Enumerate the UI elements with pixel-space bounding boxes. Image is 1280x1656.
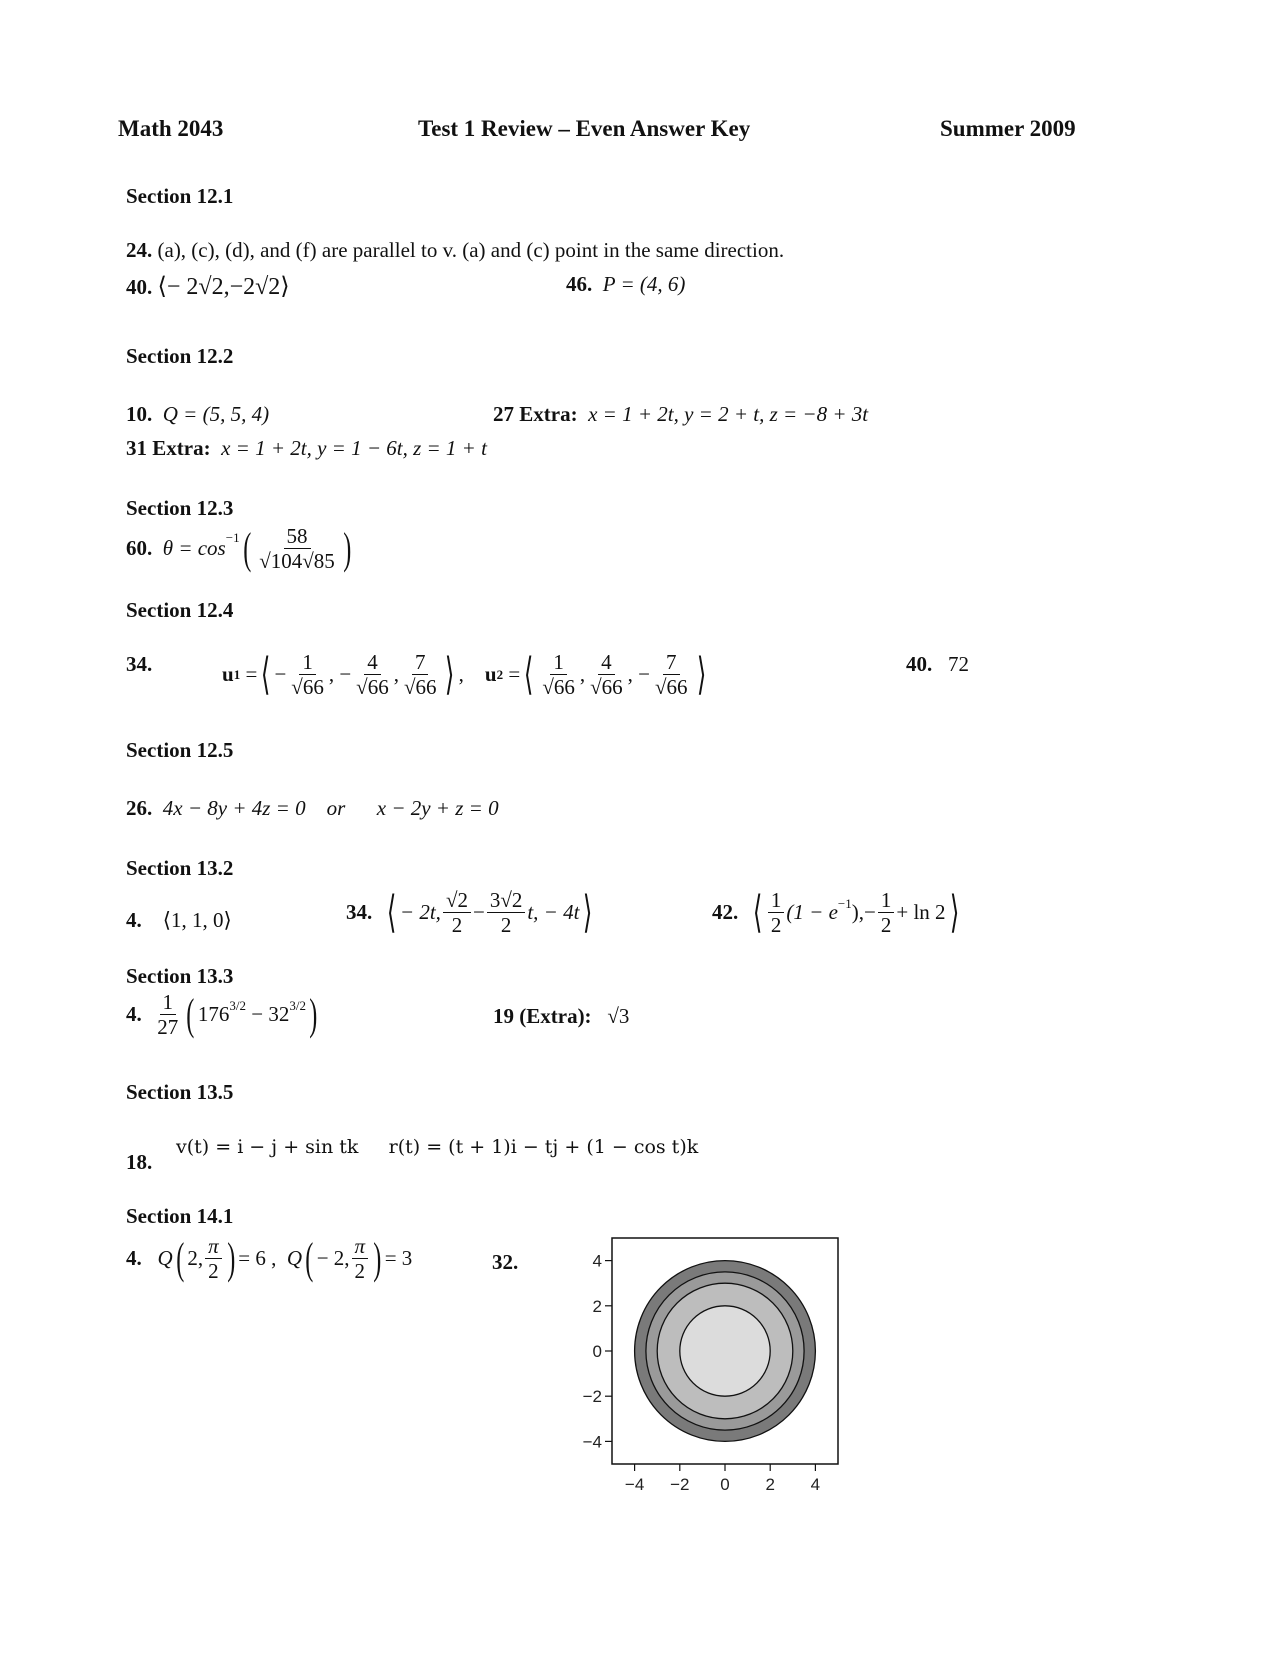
angle-right: ⟩ [583,887,593,937]
answer-40 [126,272,290,301]
answer-42: 42. ⟨ $\frac{1}{2}$ (1 − e $^{-1}$ ), − $\frac{1}{2}$ + ln 2 ⟩ [712,887,959,938]
problem-number: 60. [126,536,153,561]
fraction [205,1234,222,1283]
numerator: π [205,1234,222,1259]
denominator: 2 [500,913,512,938]
problem-number: 31 Extra: [126,436,211,460]
section-heading: Section 12.1 [126,184,234,208]
problem-number: 4. [126,908,142,932]
fraction [487,888,526,937]
answer-4 [126,908,232,933]
angle-right: ⟩ [445,649,455,699]
x-tick-label: −2 [670,1475,690,1494]
section-heading: Section 13.2 [126,856,234,880]
x-tick-label: 0 [720,1475,730,1494]
fraction [539,650,578,699]
numerator: 1 [878,888,895,913]
term: Summer 2009 [940,116,1076,141]
numerator: √2 [443,888,471,913]
problem-number: 34. [126,652,153,676]
angle-left: ⟨ [386,887,397,937]
denominator: √66 [590,675,623,700]
exponent: 3/2 [289,998,306,1013]
denominator: 27 [157,1015,179,1040]
course-title: Math 2043 [118,116,224,141]
answer-text: 72 [948,652,969,676]
fraction [587,650,626,699]
numerator: 58 [284,524,311,549]
answer-24 [126,238,784,263]
fraction [352,1234,369,1283]
answer-text: x = 1 + 2t, y = 2 + t, z = −8 + 3t [588,402,869,426]
fraction [256,524,338,573]
numerator: 7 [412,650,429,675]
component: (1 − e [786,900,838,925]
term: − 32 [246,1002,290,1027]
problem-number: 27 Extra: [493,402,578,426]
answer-4b [126,990,321,1039]
problem-number: 4. [126,1002,142,1027]
problem-number: 26. [126,796,153,820]
answer-26 [126,796,499,821]
denominator: √104√85 [259,549,335,574]
y-tick-label: 0 [592,1342,602,1361]
problem-number: 40. [906,652,933,676]
answer-46 [566,272,685,297]
paren-left: ( [242,523,251,573]
y-tick-label: −2 [582,1387,602,1407]
problem-number: 32. [492,1250,519,1274]
paren-right: ) [373,1233,382,1283]
fraction [288,650,327,699]
fraction [401,650,440,699]
numerator: π [352,1234,369,1259]
paren-right: ) [343,523,352,573]
component: ), [851,900,865,925]
fraction [154,990,181,1039]
numerator: 4 [598,650,615,675]
answer-31-extra [126,436,487,461]
component: t, − 4t [527,900,580,925]
vector-name: u [222,662,234,687]
answer-34-unit-vectors: u 1 = ⟨ − $\frac{1}{√66}$ , − $\frac{4}{√66}$ , $\frac{7}{√66}$ ⟩ , u 2 = ⟨ $\frac{1}{√66}$ , $\frac{4}{√66}$ , − $\frac{7}{√66}$ ⟩ [222,649,706,700]
answer-text: x = 1 + 2t, y = 1 − 6t, z = 1 + t [221,436,487,460]
section-heading: Section 12.3 [126,496,234,520]
answer-lhs: θ = cos [162,536,226,561]
paren-right: ) [226,1233,235,1283]
term: 176 [197,1002,230,1027]
answer-text: 4x − 8y + 4z = 0 or x − 2y + z = 0 [162,796,499,820]
subscript: 2 [496,666,504,682]
paren-left: ( [186,989,195,1039]
fraction [443,888,471,937]
answer-19-extra [493,1004,629,1029]
section-heading: Section 13.3 [126,964,234,988]
x-tick-label: −4 [624,1475,645,1494]
x-tick-label: 4 [810,1475,821,1494]
numerator: 1 [768,888,785,913]
position: r(t) = (t + 1)i − tj + (1 − cos t)k [388,1136,699,1158]
argument: − 2, [316,1246,350,1271]
numerator: 1 [550,650,567,675]
denominator: 2 [354,1259,366,1284]
paren-left: ( [175,1233,185,1283]
answer-27-extra [493,402,868,427]
denominator: √66 [403,675,437,700]
problem-number: 42. [712,900,739,925]
section-heading: Section 12.2 [126,344,234,368]
function-name: Q [157,1246,173,1271]
denominator: 2 [208,1259,219,1284]
function-name: Q [286,1246,303,1271]
angle-right: ⟩ [696,649,706,699]
angle-left: ⟨ [261,649,271,699]
problem-number: 46. [566,272,593,296]
angle-left: ⟨ [524,649,534,699]
answer-4c [126,1234,412,1283]
paren-right: ) [309,989,318,1039]
subscript: 1 [233,666,241,682]
contour-ring [680,1306,770,1396]
problem-number: 18. [126,1150,153,1174]
numerator: 3√2 [487,888,526,913]
y-tick-label: −4 [582,1432,602,1452]
problem-number: 40. [126,275,153,299]
numerator: 7 [663,650,680,675]
x-tick-label: 2 [765,1475,775,1494]
numerator: 4 [364,650,381,675]
answer-text: Q = (5, 5, 4) [162,402,270,426]
fraction [878,888,895,937]
exponent: −1 [837,896,852,911]
value: = 3 [384,1246,413,1271]
problem-number: 4. [126,1246,142,1271]
denominator: √66 [542,675,575,700]
document-title: Test 1 Review – Even Answer Key [418,116,751,141]
exponent: 3/2 [229,998,247,1013]
answer-text: √3 [607,1004,630,1028]
answer-text: (a), (c), (d), and (f) are parallel to v. (a) and (c) point in the same direction. [157,238,785,262]
problem-number: 19 (Extra): [493,1004,592,1028]
denominator: 2 [451,913,463,938]
answer-text: ⟨− 2√2,−2√2⟩ [157,274,290,300]
denominator: 2 [770,913,782,938]
section-heading: Section 12.4 [126,598,234,622]
answer-text: ⟨1, 1, 0⟩ [162,908,232,932]
numerator: 1 [299,650,316,675]
angle-left: ⟨ [752,887,763,937]
component: + ln 2 [896,900,946,925]
paren-left: ( [305,1233,314,1283]
contour-plot [570,1228,850,1512]
answer-18 [176,1136,698,1158]
velocity: v(t) = i − j + sin tk [176,1136,359,1158]
value: = 6 , [238,1246,277,1271]
section-heading: Section 13.5 [126,1080,234,1104]
answer-34b: 34. ⟨ − 2t, $\frac{√2}{2}$ − $\frac{3√2}{2}$ t, − 4t ⟩ [346,887,593,938]
y-tick-label: 4 [592,1251,602,1271]
denominator: √66 [291,675,324,700]
section-heading: Section 12.5 [126,738,234,762]
argument: 2, [187,1246,204,1271]
denominator: 2 [880,913,892,938]
vector-name: u [484,662,497,687]
answer-60 [126,524,354,573]
denominator: √66 [356,675,389,700]
inverse-exponent: −1 [225,530,240,545]
numerator: 1 [160,990,177,1015]
fraction [768,888,785,937]
fraction [353,650,392,699]
problem-number: 34. [346,900,373,925]
y-tick-label: 2 [592,1296,602,1316]
section-heading: Section 14.1 [126,1204,234,1228]
denominator: √66 [655,675,688,700]
angle-right: ⟩ [949,887,959,937]
fraction [652,650,691,699]
component: − 2t, [399,900,441,925]
answer-40b [906,652,969,677]
answer-10 [126,402,269,427]
problem-number: 10. [126,402,153,426]
problem-number: 24. [126,238,153,262]
answer-text: P = (4, 6) [602,272,686,296]
